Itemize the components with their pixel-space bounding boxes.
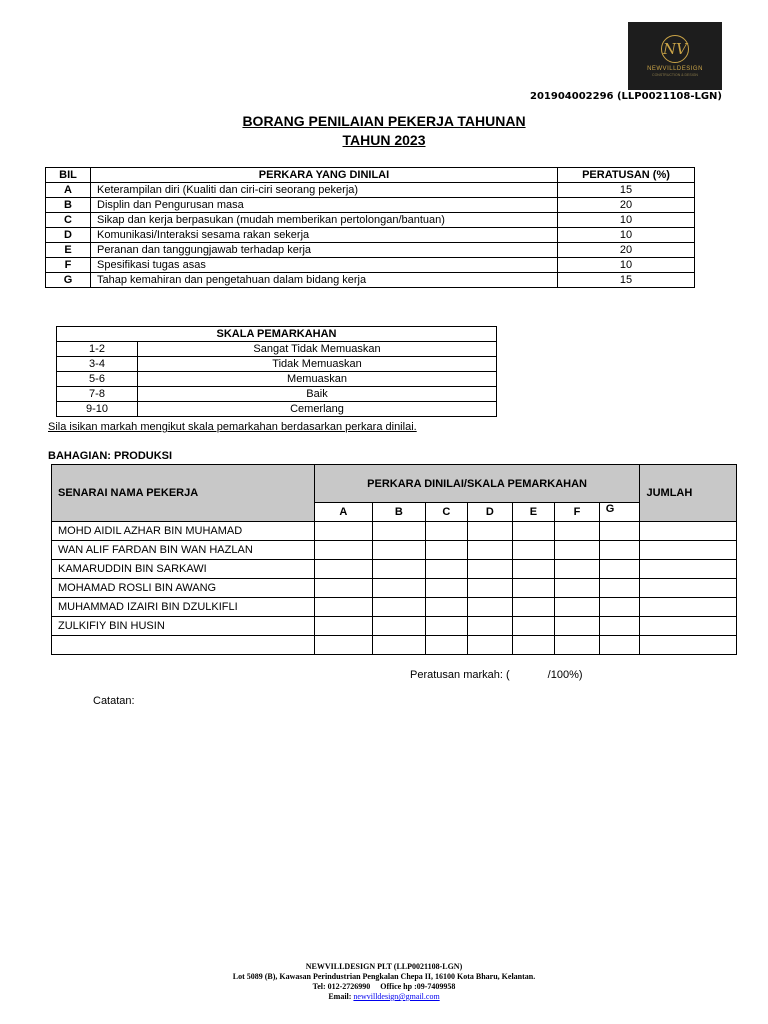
criteria-peratusan: 15 — [558, 183, 695, 198]
header-jumlah: JUMLAH — [640, 465, 737, 522]
criteria-row — [46, 243, 695, 258]
score-cell-c[interactable] — [425, 636, 468, 655]
section-title: BAHAGIAN: PRODUKSI — [48, 450, 173, 462]
criteria-peratusan: 20 — [558, 243, 695, 258]
scale-row — [57, 402, 497, 417]
score-cell-g[interactable] — [599, 522, 640, 541]
employee-name: MOHAMAD ROSLI BIN AWANG — [52, 579, 315, 598]
logo-monogram: NV — [661, 35, 689, 63]
scale-title: SKALA PEMARKAHAN — [57, 327, 497, 342]
criteria-row — [46, 258, 695, 273]
criteria-row — [46, 228, 695, 243]
col-b: B — [373, 503, 425, 522]
registration-number: 201904002296 (LLP0021108-LGN) — [530, 91, 722, 102]
score-cell-d[interactable] — [468, 617, 513, 636]
score-cell-b[interactable] — [373, 560, 425, 579]
score-cell-b[interactable] — [373, 541, 425, 560]
eval-header-row — [52, 465, 737, 503]
scale-label: Cemerlang — [138, 402, 497, 417]
criteria-peratusan: 10 — [558, 228, 695, 243]
score-cell-f[interactable] — [555, 522, 600, 541]
criteria-row — [46, 273, 695, 288]
footer-email-link[interactable]: newvilldesign@gmail.com — [353, 992, 440, 1001]
scale-row — [57, 372, 497, 387]
logo-brand: NEWVILLDESIGN — [647, 66, 703, 72]
score-cell-b[interactable] — [373, 579, 425, 598]
score-cell-a[interactable] — [314, 636, 372, 655]
scale-note: Sila isikan markah mengikut skala pemarkahan berdasarkan perkara dinilai. — [48, 421, 417, 433]
criteria-bil: G — [46, 273, 91, 288]
footer — [0, 962, 768, 1002]
scale-range: 5-6 — [57, 372, 138, 387]
employee-name: MUHAMMAD IZAIRI BIN DZULKIFLI — [52, 598, 315, 617]
employee-name: WAN ALIF FARDAN BIN WAN HAZLAN — [52, 541, 315, 560]
score-cell-b[interactable] — [373, 522, 425, 541]
logo-tagline: CONSTRUCTION & DESIGN — [652, 73, 698, 77]
criteria-perkara: Spesifikasi tugas asas — [91, 258, 558, 273]
score-cell-b[interactable] — [373, 598, 425, 617]
peratusan-markah — [410, 669, 583, 681]
criteria-peratusan: 15 — [558, 273, 695, 288]
criteria-perkara: Keterampilan diri (Kualiti dan ciri-ciri seorang pekerja) — [91, 183, 558, 198]
criteria-bil: B — [46, 198, 91, 213]
score-cell-a[interactable] — [314, 522, 372, 541]
total-cell[interactable] — [640, 598, 737, 617]
score-cell-a[interactable] — [314, 541, 372, 560]
criteria-row — [46, 213, 695, 228]
scale-row — [57, 387, 497, 402]
score-cell-f[interactable] — [555, 598, 600, 617]
criteria-bil: C — [46, 213, 91, 228]
col-c: C — [425, 503, 468, 522]
total-cell[interactable] — [640, 541, 737, 560]
score-cell-e[interactable] — [512, 560, 555, 579]
criteria-perkara: Displin dan Pengurusan masa — [91, 198, 558, 213]
scale-row — [57, 357, 497, 372]
score-cell-d[interactable] — [468, 579, 513, 598]
score-cell-e[interactable] — [512, 636, 555, 655]
score-cell-g[interactable] — [599, 579, 640, 598]
score-cell-e[interactable] — [512, 522, 555, 541]
footer-email-line — [0, 992, 768, 1002]
criteria-perkara: Tahap kemahiran dan pengetahuan dalam bidang kerja — [91, 273, 558, 288]
form-year: TAHUN 2023 — [342, 132, 426, 148]
col-d: D — [468, 503, 513, 522]
employee-name: MOHD AIDIL AZHAR BIN MUHAMAD — [52, 522, 315, 541]
scale-label: Memuaskan — [138, 372, 497, 387]
col-f: F — [555, 503, 600, 522]
criteria-peratusan: 20 — [558, 198, 695, 213]
score-cell-f[interactable] — [555, 636, 600, 655]
col-a: A — [314, 503, 372, 522]
score-cell-d[interactable] — [468, 598, 513, 617]
score-cell-b[interactable] — [373, 636, 425, 655]
score-cell-e[interactable] — [512, 617, 555, 636]
score-cell-d[interactable] — [468, 560, 513, 579]
score-cell-e[interactable] — [512, 541, 555, 560]
col-g: G — [599, 503, 640, 522]
criteria-header-row — [46, 168, 695, 183]
score-cell-d[interactable] — [468, 636, 513, 655]
score-cell-e[interactable] — [512, 579, 555, 598]
footer-address: Lot 5089 (B), Kawasan Perindustrian Pengkalan Chepa II, 16100 Kota Bharu, Kelantan. — [232, 972, 536, 981]
peratusan-prefix: Peratusan markah: ( — [410, 669, 510, 681]
score-cell-f[interactable] — [555, 617, 600, 636]
criteria-bil: A — [46, 183, 91, 198]
score-cell-g[interactable] — [599, 636, 640, 655]
evaluation-table — [51, 464, 737, 655]
score-cell-c[interactable] — [425, 541, 468, 560]
score-cell-d[interactable] — [468, 522, 513, 541]
score-cell-a[interactable] — [314, 579, 372, 598]
employee-name-empty[interactable] — [52, 636, 315, 655]
score-cell-f[interactable] — [555, 560, 600, 579]
score-cell-a[interactable] — [314, 617, 372, 636]
score-cell-g[interactable] — [599, 617, 640, 636]
criteria-bil: D — [46, 228, 91, 243]
col-e: E — [512, 503, 555, 522]
scale-label: Tidak Memuaskan — [138, 357, 497, 372]
employee-row — [52, 579, 737, 598]
total-cell[interactable] — [640, 636, 737, 655]
score-cell-f[interactable] — [555, 579, 600, 598]
criteria-peratusan: 10 — [558, 213, 695, 228]
peratusan-suffix: /100%) — [547, 669, 583, 681]
employee-row — [52, 598, 737, 617]
employee-row — [52, 522, 737, 541]
score-cell-g[interactable] — [599, 560, 640, 579]
criteria-perkara: Komunikasi/Interaksi sesama rakan sekerja — [91, 228, 558, 243]
scale-row — [57, 342, 497, 357]
employee-row — [52, 617, 737, 636]
criteria-table — [45, 167, 695, 288]
scale-table — [56, 326, 497, 417]
footer-tel: Tel: 012-2726990 — [312, 982, 371, 991]
header-employee-name: SENARAI NAMA PEKERJA — [52, 465, 315, 522]
employee-name: KAMARUDDIN BIN SARKAWI — [52, 560, 315, 579]
footer-office: Office hp :09-7409958 — [380, 982, 456, 991]
score-cell-c[interactable] — [425, 598, 468, 617]
criteria-bil: E — [46, 243, 91, 258]
total-cell[interactable] — [640, 617, 737, 636]
scale-range: 1-2 — [57, 342, 138, 357]
criteria-peratusan: 10 — [558, 258, 695, 273]
criteria-perkara: Peranan dan tanggungjawab terhadap kerja — [91, 243, 558, 258]
footer-email-label: Email: — [328, 992, 352, 1001]
employee-row-empty — [52, 636, 737, 655]
employee-row — [52, 541, 737, 560]
scale-range: 7-8 — [57, 387, 138, 402]
total-cell[interactable] — [640, 579, 737, 598]
footer-company: NEWVILLDESIGN PLT (LLP0021108-LGN) — [305, 962, 463, 971]
total-cell[interactable] — [640, 560, 737, 579]
score-cell-a[interactable] — [314, 560, 372, 579]
header-bil: BIL — [46, 168, 91, 183]
catatan-label: Catatan: — [93, 695, 135, 707]
scale-label: Sangat Tidak Memuaskan — [138, 342, 497, 357]
header-perkara-skala: PERKARA DINILAI/SKALA PEMARKAHAN — [314, 465, 640, 503]
score-cell-a[interactable] — [314, 598, 372, 617]
form-title: BORANG PENILAIAN PEKERJA TAHUNAN — [242, 113, 526, 129]
score-cell-e[interactable] — [512, 598, 555, 617]
score-cell-c[interactable] — [425, 579, 468, 598]
score-cell-c[interactable] — [425, 617, 468, 636]
criteria-bil: F — [46, 258, 91, 273]
score-cell-c[interactable] — [425, 560, 468, 579]
header-perkara: PERKARA YANG DINILAI — [91, 168, 558, 183]
scale-range: 9-10 — [57, 402, 138, 417]
employee-row — [52, 560, 737, 579]
score-cell-f[interactable] — [555, 541, 600, 560]
score-cell-d[interactable] — [468, 541, 513, 560]
score-cell-g[interactable] — [599, 541, 640, 560]
score-cell-g[interactable] — [599, 598, 640, 617]
score-cell-b[interactable] — [373, 617, 425, 636]
total-cell[interactable] — [640, 522, 737, 541]
employee-name: ZULKIFIY BIN HUSIN — [52, 617, 315, 636]
scale-range: 3-4 — [57, 357, 138, 372]
scale-label: Baik — [138, 387, 497, 402]
score-cell-c[interactable] — [425, 522, 468, 541]
scale-title-row — [57, 327, 497, 342]
criteria-row — [46, 198, 695, 213]
footer-contact — [0, 982, 768, 992]
criteria-perkara: Sikap dan kerja berpasukan (mudah memberikan pertolongan/bantuan) — [91, 213, 558, 228]
header-peratusan: PERATUSAN (%) — [558, 168, 695, 183]
company-logo — [628, 22, 722, 90]
criteria-row — [46, 183, 695, 198]
